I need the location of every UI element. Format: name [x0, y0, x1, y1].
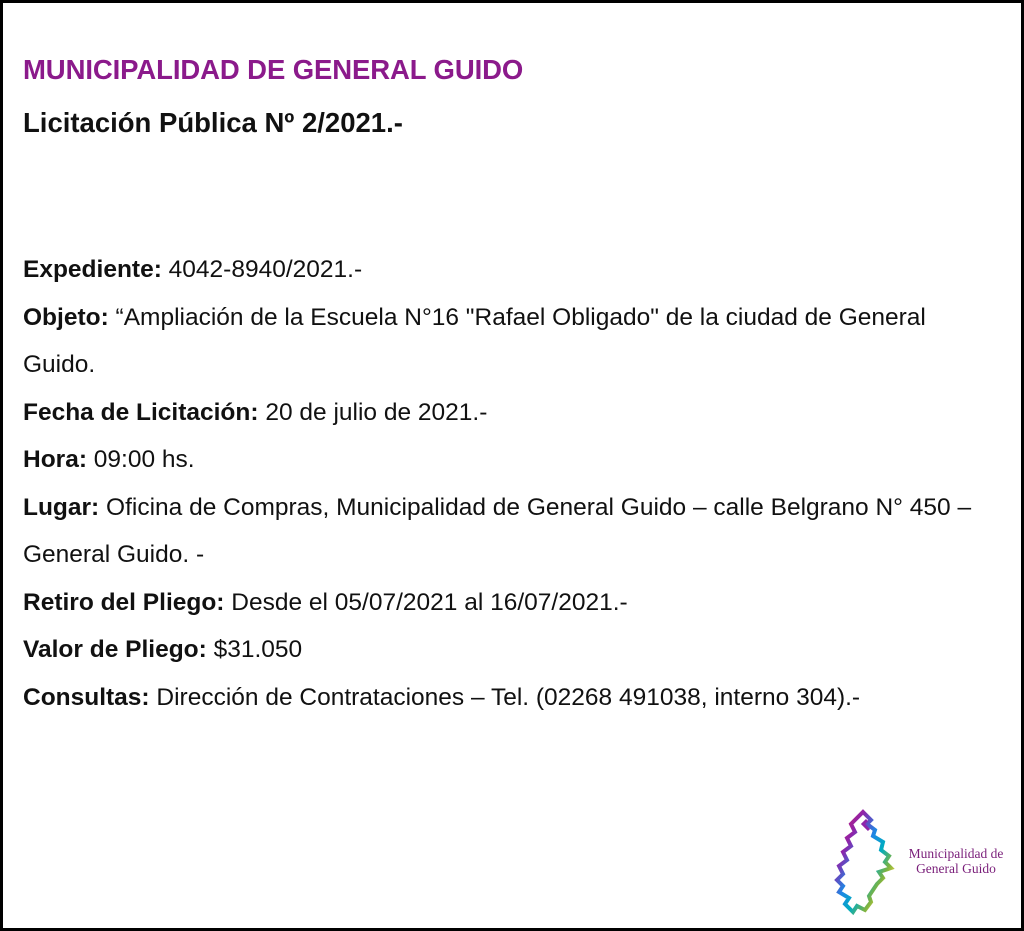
- logo-line-2: General Guido: [916, 861, 996, 876]
- municipality-logo: [829, 806, 1015, 918]
- field-value: 4042-8940/2021.-: [161, 256, 363, 283]
- field-label: Retiro del Pliego:: [23, 588, 225, 616]
- field-fecha-licitacion: [23, 389, 993, 437]
- field-value: “Ampliación de la Escuela N°16 "Rafael Obligado" de la ciudad de General Guido.: [23, 303, 926, 378]
- field-valor-pliego: [23, 626, 993, 674]
- field-label: Hora:: [23, 446, 87, 473]
- field-label: Consultas:: [23, 683, 150, 711]
- organization-title: MUNICIPALIDAD DE GENERAL GUIDO: [23, 54, 524, 85]
- field-label: Expediente:: [23, 256, 162, 283]
- field-consultas: [23, 674, 993, 722]
- field-objeto: [23, 294, 993, 389]
- field-value: 20 de julio de 2021.-: [258, 398, 488, 426]
- field-value: $31.050: [206, 636, 303, 663]
- field-value: 09:00 hs.: [86, 446, 195, 473]
- field-value: Oficina de Compras, Municipalidad de General Guido – calle Belgrano N° 450 – General Guido. -: [23, 493, 972, 568]
- field-value: Desde el 05/07/2021 al 16/07/2021.-: [224, 588, 628, 616]
- field-label: Lugar:: [23, 493, 100, 521]
- field-label: Objeto:: [23, 303, 109, 331]
- document-title: Licitación Pública Nº 2/2021.-: [23, 107, 403, 138]
- logo-wordmark: [900, 846, 1012, 876]
- field-value: Dirección de Contrataciones – Tel. (02268 491038, interno 304).-: [149, 683, 861, 711]
- field-hora: [23, 436, 993, 484]
- field-label: Fecha de Licitación:: [23, 398, 259, 426]
- map-outline-icon: [829, 806, 899, 918]
- field-retiro-pliego: [23, 579, 993, 627]
- document-page: [3, 3, 1021, 928]
- tender-details: [23, 246, 993, 721]
- field-label: Valor de Pliego:: [23, 636, 207, 663]
- field-expediente: [23, 246, 993, 294]
- field-lugar: [23, 484, 993, 579]
- logo-line-1: Municipalidad de: [908, 846, 1004, 861]
